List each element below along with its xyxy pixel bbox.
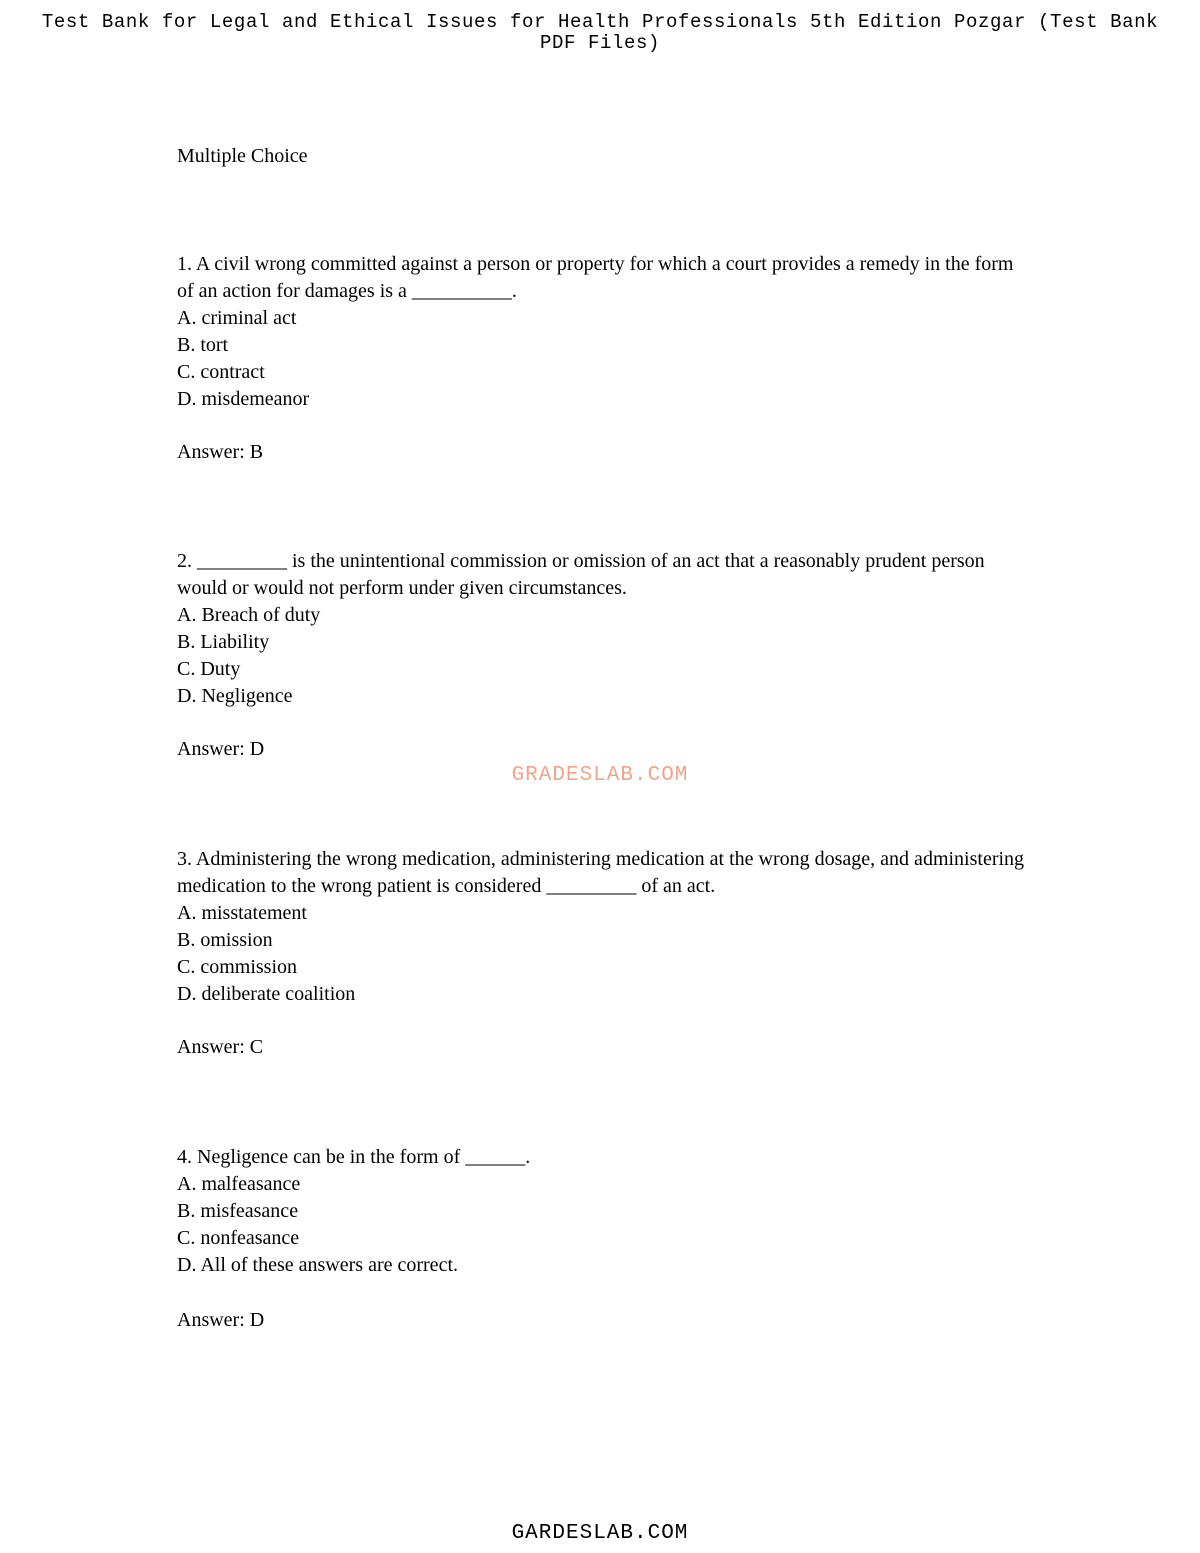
option-d: D. deliberate coalition bbox=[177, 983, 356, 1005]
question-stem: 4. Negligence can be in the form of ______. bbox=[177, 1146, 531, 1168]
section-heading: Multiple Choice bbox=[177, 145, 308, 167]
option-c: C. contract bbox=[177, 361, 265, 383]
option-b: B. omission bbox=[177, 929, 273, 951]
option-a: A. misstatement bbox=[177, 902, 307, 924]
answer-key: Answer: D bbox=[177, 738, 265, 760]
document-title: Test Bank for Legal and Ethical Issues for Health Professionals 5th Edition Pozgar (Test Bank PDF Files) bbox=[41, 11, 1159, 54]
option-c: C. nonfeasance bbox=[177, 1227, 300, 1249]
option-list bbox=[177, 305, 1027, 413]
option-list bbox=[177, 900, 1027, 1008]
option-b: B. misfeasance bbox=[177, 1200, 299, 1222]
question-4 bbox=[177, 1144, 1027, 1334]
option-d: D. All of these answers are correct. bbox=[177, 1254, 458, 1276]
question-2 bbox=[177, 548, 1027, 763]
question-3 bbox=[177, 846, 1027, 1061]
option-c: C. Duty bbox=[177, 658, 241, 680]
option-list bbox=[177, 602, 1027, 710]
question-stem: 2. _________ is the unintentional commission or omission of an act that a reasonably prudent person would or would not perform under given circumstances. bbox=[177, 550, 985, 599]
watermark-text: GRADESLAB.COM bbox=[511, 764, 689, 787]
option-b: B. Liability bbox=[177, 631, 270, 653]
answer-key: Answer: B bbox=[177, 441, 264, 463]
answer-key: Answer: D bbox=[177, 1309, 265, 1331]
answer-key: Answer: C bbox=[177, 1036, 264, 1058]
question-1 bbox=[177, 251, 1027, 466]
option-c: C. commission bbox=[177, 956, 298, 978]
option-d: D. misdemeanor bbox=[177, 388, 310, 410]
option-b: B. tort bbox=[177, 334, 229, 356]
option-a: A. Breach of duty bbox=[177, 604, 321, 626]
option-a: A. malfeasance bbox=[177, 1173, 301, 1195]
question-stem: 1. A civil wrong committed against a person or property for which a court provides a remedy in the form of an action for damages is a __________. bbox=[177, 253, 1014, 302]
question-stem: 3. Administering the wrong medication, administering medication at the wrong dosage, and administering medication to the wrong patient is considered _________ of an act. bbox=[177, 848, 1025, 897]
option-list bbox=[177, 1171, 1027, 1279]
option-a: A. criminal act bbox=[177, 307, 297, 329]
footer-watermark: GARDESLAB.COM bbox=[511, 1522, 689, 1545]
option-d: D. Negligence bbox=[177, 685, 293, 707]
